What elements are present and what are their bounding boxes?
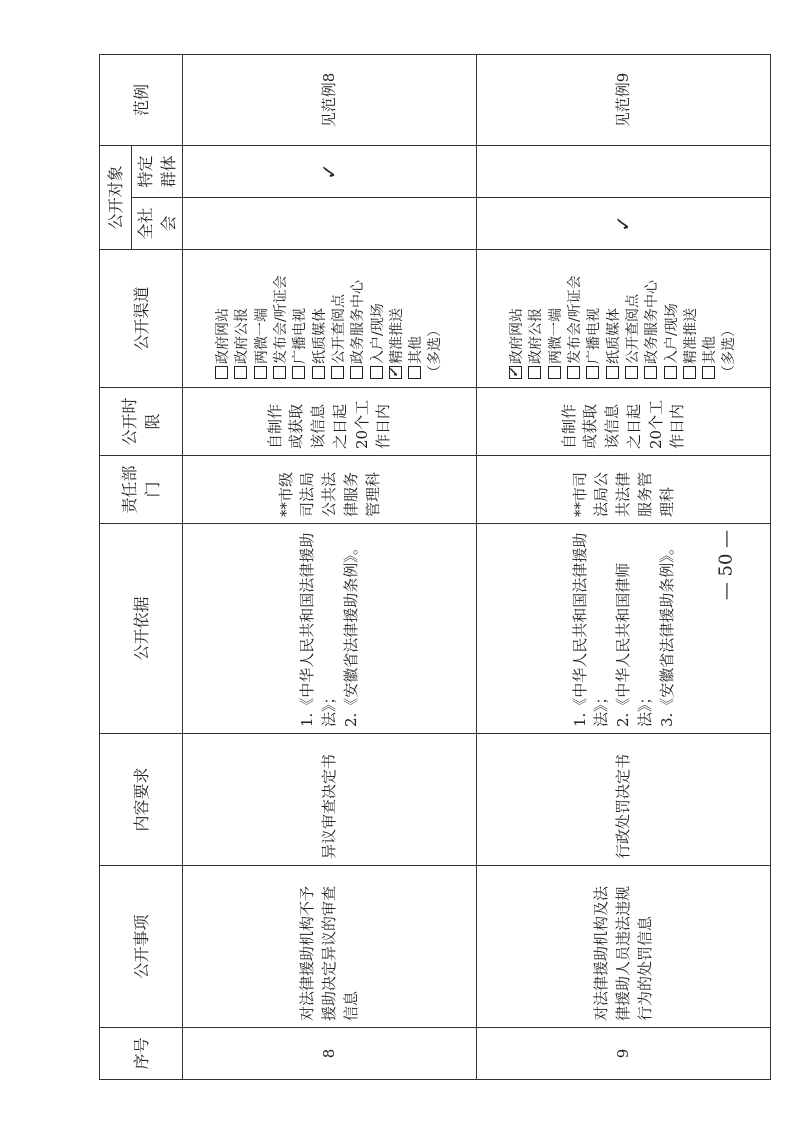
disclosure-table [99, 54, 771, 1080]
checkbox[interactable] [683, 366, 696, 379]
cell-content: 异议审查决定书 [183, 734, 477, 866]
cell-channels [477, 250, 771, 388]
cell-item: 对法律援助机构及法律援助人员违法违规行为的处罚信息 [477, 866, 771, 1028]
disclosure-table-rotated [99, 55, 759, 1080]
cell-target-all [183, 198, 477, 250]
channel-label: 发布会/听证会 [272, 275, 289, 364]
cell-target-all: ✓ [477, 198, 771, 250]
checkbox[interactable] [254, 366, 267, 379]
channel-label: 广播电视 [586, 308, 603, 364]
checkbox[interactable] [292, 366, 305, 379]
channel-label: 公开查阅点 [330, 294, 347, 364]
channel-option[interactable] [233, 256, 252, 379]
cell-limit: 自制作或获取该信息之日起20个工作日内 [183, 388, 477, 456]
checkbox[interactable] [370, 366, 383, 379]
channel-option[interactable] [624, 256, 643, 379]
cell-limit: 自制作或获取该信息之日起20个工作日内 [477, 388, 771, 456]
channel-option[interactable] [527, 256, 546, 379]
channel-option[interactable] [291, 256, 310, 379]
channel-label: 政府网站 [215, 308, 231, 364]
channel-label: 两微一端 [253, 308, 270, 364]
checkbox[interactable] [528, 366, 541, 379]
channel-option[interactable] [605, 256, 624, 379]
channel-label: 公开查阅点 [624, 294, 641, 364]
header-example: 范例 [100, 54, 183, 145]
channel-option[interactable] [272, 256, 291, 379]
checkbox[interactable] [702, 366, 715, 379]
channel-label: 广播电视 [292, 308, 309, 364]
cell-basis: 1.《中华人民共和国法律援助法》； 2.《安徽省法律援助条例》。 [183, 524, 477, 734]
checkbox[interactable] [548, 366, 561, 379]
checkbox[interactable] [664, 366, 677, 379]
header-channel: 公开渠道 [100, 250, 183, 388]
header-target-all: 全社会 [132, 198, 183, 250]
header-target-specific: 特定群体 [132, 145, 183, 197]
cell-dept: **市级司法局公共法律服务管理科 [183, 456, 477, 524]
channel-option[interactable] [388, 256, 407, 379]
channel-label: 纸质媒体 [605, 308, 622, 364]
channel-option[interactable] [349, 256, 368, 379]
channel-option[interactable] [369, 256, 388, 379]
cell-item: 对法律援助机构不予援助决定异议的审查信息 [183, 866, 477, 1028]
page-number: — 50 — [715, 529, 737, 601]
channel-label: 入户/现场 [663, 303, 680, 364]
channel-option[interactable] [253, 256, 272, 379]
cell-example: 见范例8 [183, 54, 477, 145]
channel-label: 纸质媒体 [311, 308, 328, 364]
table-row [183, 54, 477, 1079]
cell-target-specific [477, 145, 771, 197]
checkbox[interactable] [567, 366, 580, 379]
checkbox[interactable] [312, 366, 325, 379]
channel-option[interactable] [682, 256, 701, 379]
channel-label: 精准推送 [682, 308, 699, 364]
checkbox[interactable] [408, 366, 421, 379]
channel-note: （多选） [721, 323, 738, 379]
header-limit: 公开时限 [100, 388, 183, 456]
checkbox[interactable] [586, 366, 599, 379]
page-footer [696, 515, 756, 615]
checkbox[interactable] [389, 366, 402, 379]
cell-basis: 1.《中华人民共和国法律援助法》； 2.《中华人民共和国律师法》； 3.《安徽省法律援助条例》。 [477, 524, 771, 734]
channel-label: 政府网站 [509, 308, 525, 364]
channel-label: 政务服务中心 [644, 280, 661, 364]
channel-option[interactable] [330, 256, 349, 379]
channel-label: 其他 [702, 336, 719, 364]
checkbox[interactable] [509, 366, 522, 379]
cell-seq: 8 [183, 1028, 477, 1080]
checkbox[interactable] [350, 366, 363, 379]
channel-option[interactable] [547, 256, 566, 379]
header-target: 公开对象 [100, 145, 132, 249]
checkbox[interactable] [644, 366, 657, 379]
channel-label: 两微一端 [547, 308, 564, 364]
checkbox[interactable] [331, 366, 344, 379]
header-basis: 公开依据 [100, 524, 183, 734]
channel-label: 精准推送 [388, 308, 405, 364]
channel-option[interactable] [566, 256, 585, 379]
header-item: 公开事项 [100, 866, 183, 1028]
header-content: 内容要求 [100, 734, 183, 866]
channel-option[interactable] [701, 256, 720, 379]
channel-label: 发布会/听证会 [566, 275, 583, 364]
channel-label: 其他 [408, 336, 425, 364]
channel-option[interactable] [663, 256, 682, 379]
channel-option[interactable] [643, 256, 662, 379]
checkbox[interactable] [215, 366, 228, 379]
channel-option[interactable] [311, 256, 330, 379]
channel-option[interactable] [508, 256, 527, 379]
channel-label: 入户/现场 [369, 303, 386, 364]
cell-seq: 9 [477, 1028, 771, 1080]
channel-option[interactable] [407, 256, 426, 379]
cell-channels [183, 250, 477, 388]
channel-label: 政府公报 [528, 308, 545, 364]
cell-content: 行政处罚决定书 [477, 734, 771, 866]
channel-option[interactable] [214, 256, 233, 379]
checkbox[interactable] [273, 366, 286, 379]
channel-label: 政府公报 [234, 308, 251, 364]
cell-target-specific: ✓ [183, 145, 477, 197]
checkbox[interactable] [625, 366, 638, 379]
cell-example: 见范例9 [477, 54, 771, 145]
checkbox[interactable] [234, 366, 247, 379]
checkbox[interactable] [606, 366, 619, 379]
channel-option[interactable] [585, 256, 604, 379]
header-dept: 责任部门 [100, 456, 183, 524]
channel-note: （多选） [427, 323, 444, 379]
header-seq: 序号 [100, 1028, 183, 1080]
channel-label: 政务服务中心 [350, 280, 367, 364]
cell-dept: **市司法局公共法律服务管理科 [477, 456, 771, 524]
